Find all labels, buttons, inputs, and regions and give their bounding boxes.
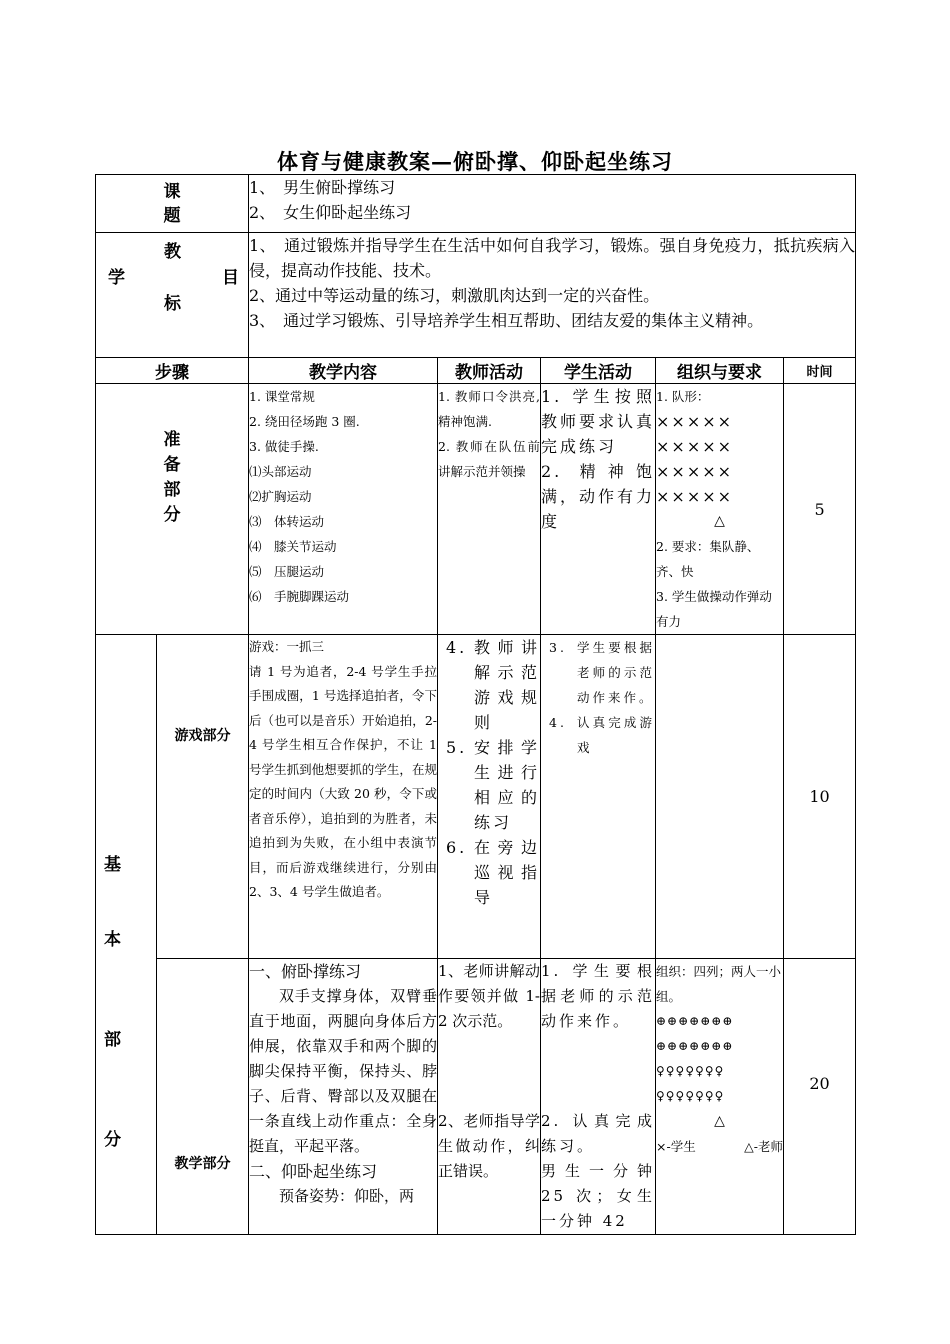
- prep-content-line: ⑴头部运动: [249, 464, 312, 479]
- prep-row: [96, 384, 856, 635]
- topic-row: [96, 175, 856, 233]
- legend-teacher: △-老师: [744, 1139, 783, 1154]
- objectives-label-cell: [96, 233, 249, 358]
- prep-content-line: 3. 做徒手操.: [249, 439, 319, 454]
- prep-label-1: 准: [163, 430, 181, 450]
- prep-teacher-item-1: 1. 教师口令洪亮, 精神饱满.: [438, 389, 540, 429]
- game-teacher-text: 安排学生进行相应的练习: [474, 738, 540, 832]
- pair-row: ⊕⊕⊕⊕⊕⊕⊕: [656, 1039, 734, 1053]
- prep-time-cell: 5: [784, 384, 856, 635]
- header-steps: 步骤: [96, 358, 249, 384]
- prep-student-cell: [541, 384, 656, 635]
- situp-description: 预备姿势：仰卧，两: [279, 1187, 415, 1205]
- prep-content-line: 2. 绕田径场跑 3 圈.: [249, 414, 360, 429]
- prep-content-line: 1. 课堂常规: [249, 389, 315, 404]
- page-title: 体育与健康教案—俯卧撑、仰卧起坐练习: [277, 149, 673, 174]
- teach-time-cell: 20: [784, 959, 856, 1235]
- teach-sublabel-cell: [157, 959, 249, 1235]
- header-teacher: 教师活动: [438, 358, 541, 384]
- lesson-plan-table: [95, 174, 856, 1235]
- game-student-cell: [541, 635, 656, 959]
- header-time: 时间: [784, 358, 856, 384]
- game-student-text: 认真完成游戏: [577, 715, 655, 755]
- prep-org-cell: [656, 384, 784, 635]
- basic-label-2: 本: [104, 930, 121, 950]
- game-student-num: 4.: [549, 715, 567, 730]
- topic-label-cell: [96, 175, 249, 233]
- topic-item-1: 1、 男生俯卧撑练习: [249, 178, 396, 197]
- game-teacher-text: 教师讲解示范游戏规则: [474, 638, 540, 732]
- prep-teacher-item-2: 2. 教师在队伍前讲解示范并领操: [438, 439, 540, 479]
- objectives-row: [96, 233, 856, 358]
- pushup-heading: 一、俯卧撑练习: [249, 962, 362, 981]
- teach-sublabel: 教学部分: [174, 1156, 231, 1172]
- legend-student: ×-学生: [656, 1139, 696, 1154]
- game-sublabel: 游戏部分: [174, 728, 231, 744]
- column-header-row: [96, 358, 856, 384]
- game-title: 游戏：一抓三: [249, 639, 325, 654]
- objectives-label-xue: 学: [108, 268, 125, 288]
- teach-row: [96, 959, 856, 1235]
- teach-student-item-3: 男生一分钟 25 次；女生一分钟 42: [541, 1162, 655, 1230]
- prep-content-line: ⑷ 膝关节运动: [249, 539, 337, 554]
- teach-teacher-item-2: 2、老师指导学生做动作，纠正错误。: [438, 1112, 540, 1180]
- pair-row: ♀♀♀♀♀♀♀: [656, 1089, 725, 1103]
- prep-teacher-cell: [438, 384, 541, 635]
- game-rules: 请 1 号为追者，2-4 号学生手拉手围成圈，1 号选择追拍者，令下后（也可以是音乐）开始追拍，2-4 号学生相互合作保护，不让 1 号学生抓到他想要抓的学生，在规定的时间内（大致 20 秒，令下或者音乐停），追拍到的为胜者，未追拍到为失败，在小组中表演节目，而后游戏继续进行，分别由 2、3、4 号学生做追者。: [249, 663, 437, 899]
- teach-org-description: 组织：四列；两人一小组。: [656, 964, 782, 1004]
- formation-row: ×××××: [656, 487, 734, 506]
- game-sublabel-cell: [157, 635, 249, 959]
- game-org-cell: [656, 635, 784, 959]
- prep-label-4: 分: [163, 505, 181, 525]
- game-row: [96, 635, 856, 959]
- prep-org-requirement: 2. 要求：集队静、齐、快: [656, 539, 760, 579]
- topic-label-1: 课: [163, 181, 181, 202]
- basic-label-3: 部: [104, 1030, 121, 1050]
- pair-row: ♀♀♀♀♀♀♀: [656, 1064, 725, 1078]
- pushup-description: 双手支撑身体，双臂垂直于地面，两腿向身体后方伸展，依靠双手和两个脚的脚尖保持平衡，保持头、脖子、后背、臀部以及双腿在一条直线上动作重点：全身挺直，平起平落。: [249, 987, 437, 1155]
- teach-student-item-1: 1. 学生要根据老师的示范动作来作。: [541, 962, 655, 1030]
- prep-label-cell: [96, 384, 249, 635]
- game-teacher-text: 在旁边巡视指导: [474, 838, 540, 907]
- teach-content-cell: [249, 959, 438, 1235]
- game-time-cell: 10: [784, 635, 856, 959]
- prep-student-item-2: 2. 精神饱满，动作有力度: [541, 462, 656, 531]
- teach-student-cell: [541, 959, 656, 1235]
- topic-label-2: 题: [163, 205, 181, 226]
- teach-student-item-2: 2. 认真完成练习。: [541, 1112, 655, 1155]
- prep-content-line: ⑶ 体转运动: [249, 514, 325, 529]
- game-teacher-num: 6.: [446, 838, 468, 857]
- basic-label-cell: [96, 635, 157, 1235]
- topic-content-cell: [249, 175, 856, 233]
- objective-item-3: 3、 通过学习锻炼、引导培养学生相互帮助、团结友爱的集体主义精神。: [249, 311, 764, 330]
- teach-org-legend: [656, 1134, 783, 1159]
- objective-item-2: 2、通过中等运动量的练习，刺激肌肉达到一定的兴奋性。: [249, 286, 660, 305]
- prep-content-line: ⑹ 手腕脚踝运动: [249, 589, 350, 604]
- basic-label-1: 基: [104, 855, 121, 875]
- header-content: 教学内容: [249, 358, 438, 384]
- prep-student-item-1: 1. 学生按照教师要求认真完成练习: [541, 387, 656, 456]
- prep-org-requirement-2: 3. 学生做操动作弹动有力: [656, 589, 772, 629]
- teach-teacher-item-1: 1、老师讲解动作要领并做 1-2 次示范。: [438, 962, 540, 1030]
- pair-row: ⊕⊕⊕⊕⊕⊕⊕: [656, 1014, 734, 1028]
- game-teacher-num: 4.: [446, 638, 468, 657]
- objectives-content-cell: [249, 233, 856, 358]
- situp-heading: 二、仰卧起坐练习: [249, 1162, 378, 1181]
- basic-label-4: 分: [104, 1130, 121, 1150]
- teacher-position-mark: △: [714, 1113, 725, 1129]
- teacher-position-mark: △: [714, 513, 725, 529]
- teach-org-cell: [656, 959, 784, 1235]
- game-teacher-num: 5.: [446, 738, 468, 757]
- formation-row: ×××××: [656, 462, 734, 481]
- prep-org-formation-label: 1. 队形：: [656, 389, 710, 404]
- formation-row: ×××××: [656, 412, 734, 431]
- objective-item-1: 1、 通过锻炼并指导学生在生活中如何自我学习，锻炼。强自身免疫力，抵抗疾病入侵，提高动作技能、技术。: [249, 236, 856, 280]
- header-org: 组织与要求: [656, 358, 784, 384]
- prep-label-2: 备: [163, 455, 181, 475]
- game-content-cell: [249, 635, 438, 959]
- teach-teacher-cell: [438, 959, 541, 1235]
- prep-content-line: ⑵扩胸运动: [249, 489, 312, 504]
- prep-content-cell: [249, 384, 438, 635]
- prep-label-3: 部: [163, 480, 181, 500]
- formation-row: ×××××: [656, 437, 734, 456]
- objectives-label-mu: 目: [222, 268, 239, 288]
- objectives-label-jiao: 教: [164, 242, 181, 262]
- header-student: 学生活动: [541, 358, 656, 384]
- objectives-label-biao: 标: [164, 294, 181, 314]
- prep-content-line: ⑸ 压腿运动: [249, 564, 325, 579]
- game-teacher-cell: [438, 635, 541, 959]
- game-student-num: 3.: [549, 640, 567, 655]
- game-student-text: 学生要根据老师的示范动作来作。: [577, 640, 655, 705]
- topic-item-2: 2、 女生仰卧起坐练习: [249, 203, 412, 222]
